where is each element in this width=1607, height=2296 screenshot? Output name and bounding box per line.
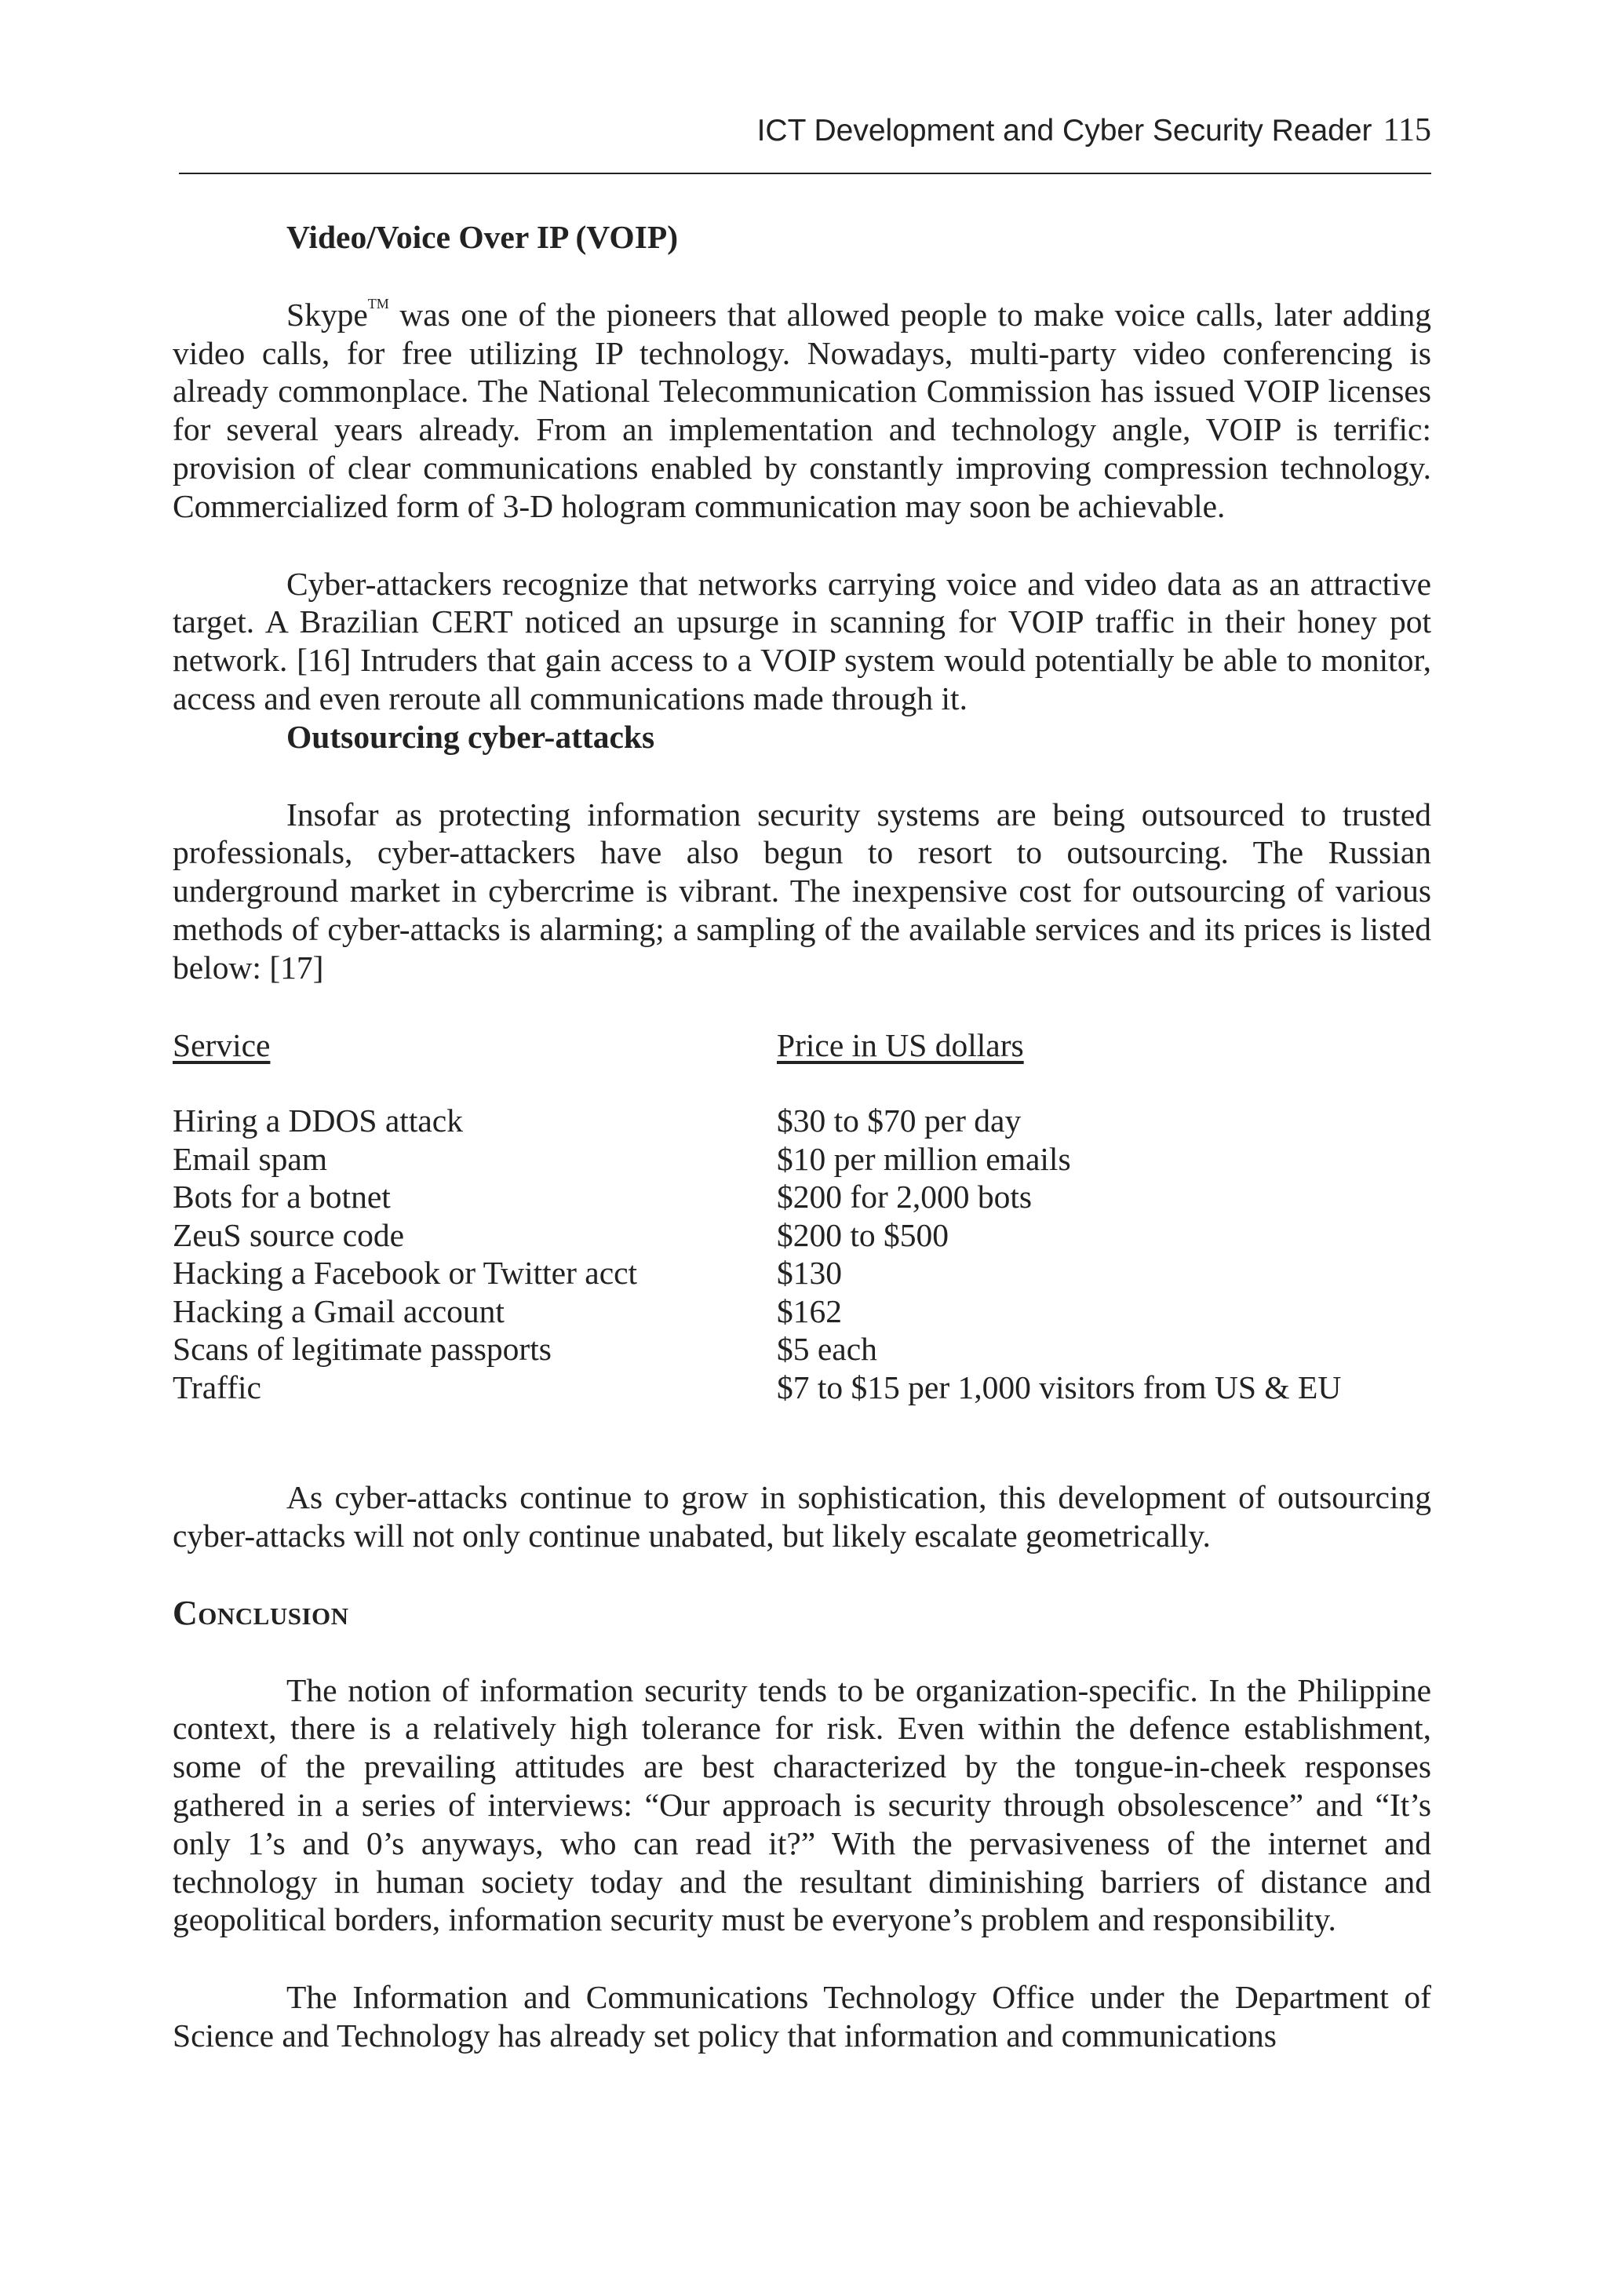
table-row: [173, 1330, 1431, 1368]
price-cell: $130: [777, 1255, 842, 1292]
table-row: [173, 1178, 1431, 1216]
running-title: ICT Development and Cyber Security Reader: [756, 114, 1372, 148]
service-cell: Hacking a Facebook or Twitter acct: [173, 1255, 638, 1292]
header-rule: [179, 173, 1431, 174]
service-cell: Traffic: [173, 1368, 261, 1405]
table-row: [173, 1140, 1431, 1179]
price-cell: $162: [777, 1292, 842, 1329]
spacer: [173, 1939, 1431, 1978]
outsourcing-heading: Outsourcing cyber-attacks: [286, 718, 655, 755]
column-header-price: Price in US dollars: [777, 1026, 1024, 1063]
voip-paragraph-2: Cyber-attackers recognize that networks carrying voice and video data as an attractive target. A Brazilian CERT noticed an upsurge in scanning for VOIP traffic in their honey pot network. [16] Intruders that gain access to a VOIP system would potentially be able to monitor, access and even reroute all communications made through it.: [173, 565, 1431, 716]
voip-heading: Video/Voice Over IP (VOIP): [286, 219, 679, 255]
service-cell: Scans of legitimate passports: [173, 1331, 552, 1368]
page-content: [173, 218, 1431, 2055]
spacer: [173, 1632, 1431, 1671]
page-number: 115: [1383, 112, 1431, 148]
price-cell: $10 per million emails: [777, 1140, 1071, 1177]
book-page: [173, 0, 1431, 2296]
outsourcing-paragraph-2: As cyber-attacks continue to grow in sophistication, this development of outsourcing cyber-attacks will not only continue unabated, but likely escalate geometrically.: [173, 1479, 1431, 1554]
table-row: [173, 1254, 1431, 1292]
spacer: [173, 756, 1431, 796]
spacer: [173, 526, 1431, 565]
running-header: [757, 114, 1431, 147]
conclusion-paragraph-1: The notion of information security tends to be organization-specific. In the Philippine context, there is a relatively high tolerance for risk. Even within the defence establishment, some of the prevailing attitudes are best characterized by the tongue-in-cheek responses gathered in a series of interviews: “Our approach is security through obsolescence” and “It’s only 1’s and 0’s anyways, who can read it?” With the pervasiveness of the internet and technology in human society today and the resultant diminishing barriers of distance and geopolitical borders, information security must be everyone’s problem and responsibility.: [173, 1671, 1431, 1938]
table-row: [173, 1216, 1431, 1255]
voip-paragraph-1: [173, 296, 1431, 526]
service-cell: Hacking a Gmail account: [173, 1292, 505, 1329]
trademark-mark: TM: [367, 295, 389, 312]
price-table: [173, 1026, 1431, 1407]
table-row: [173, 1292, 1431, 1331]
price-table-header: [173, 1026, 1431, 1065]
spacer: [173, 257, 1431, 296]
table-row: [173, 1368, 1431, 1407]
spacer: [173, 1406, 1431, 1478]
skype-word: Skype: [286, 296, 368, 333]
price-cell: $200 to $500: [777, 1216, 949, 1253]
table-row: [173, 1102, 1431, 1140]
conclusion-heading-rest: onclusion: [198, 1593, 349, 1632]
price-cell: $7 to $15 per 1,000 visitors from US & EU: [777, 1368, 1342, 1405]
spacer: [173, 1555, 1431, 1594]
conclusion-paragraph-2: The Information and Communications Technology Office under the Department of Science and Technology has already set policy that information and communications: [173, 1979, 1431, 2054]
conclusion-heading-initial: C: [173, 1593, 199, 1632]
outsourcing-paragraph-1: Insofar as protecting information security systems are being outsourced to trusted professionals, cyber-attackers have also begun to resort to outsourcing. The Russian underground market in cybercrime is vibrant. The inexpensive cost for outsourcing of various methods of cyber-attacks is alarming; a sampling of the available services and its prices is listed below: [17]: [173, 796, 1431, 986]
conclusion-heading: [173, 1594, 1431, 1632]
spacer: [173, 987, 1431, 1026]
price-cell: $200 for 2,000 bots: [777, 1179, 1033, 1215]
service-cell: Bots for a botnet: [173, 1179, 391, 1215]
service-cell: ZeuS source code: [173, 1216, 404, 1253]
service-cell: Email spam: [173, 1140, 328, 1177]
price-cell: $5 each: [777, 1331, 877, 1368]
voip-paragraph-1-text: was one of the pioneers that allowed people to make voice calls, later adding video calls, for free utilizing IP technology. Nowadays, multi-party video conferencing is already commonplace. The National Telecommunication Commission has issued VOIP licenses for several years already. From an implementation and technology angle, VOIP is terrific: provision of clear communications enabled by constantly improving compression technology. Commercialized form of 3-D hologram communication may soon be achievable.: [173, 296, 1431, 524]
service-cell: Hiring a DDOS attack: [173, 1102, 463, 1139]
spacer: [173, 1064, 1431, 1102]
column-header-service: Service: [173, 1026, 271, 1063]
price-cell: $30 to $70 per day: [777, 1102, 1022, 1139]
